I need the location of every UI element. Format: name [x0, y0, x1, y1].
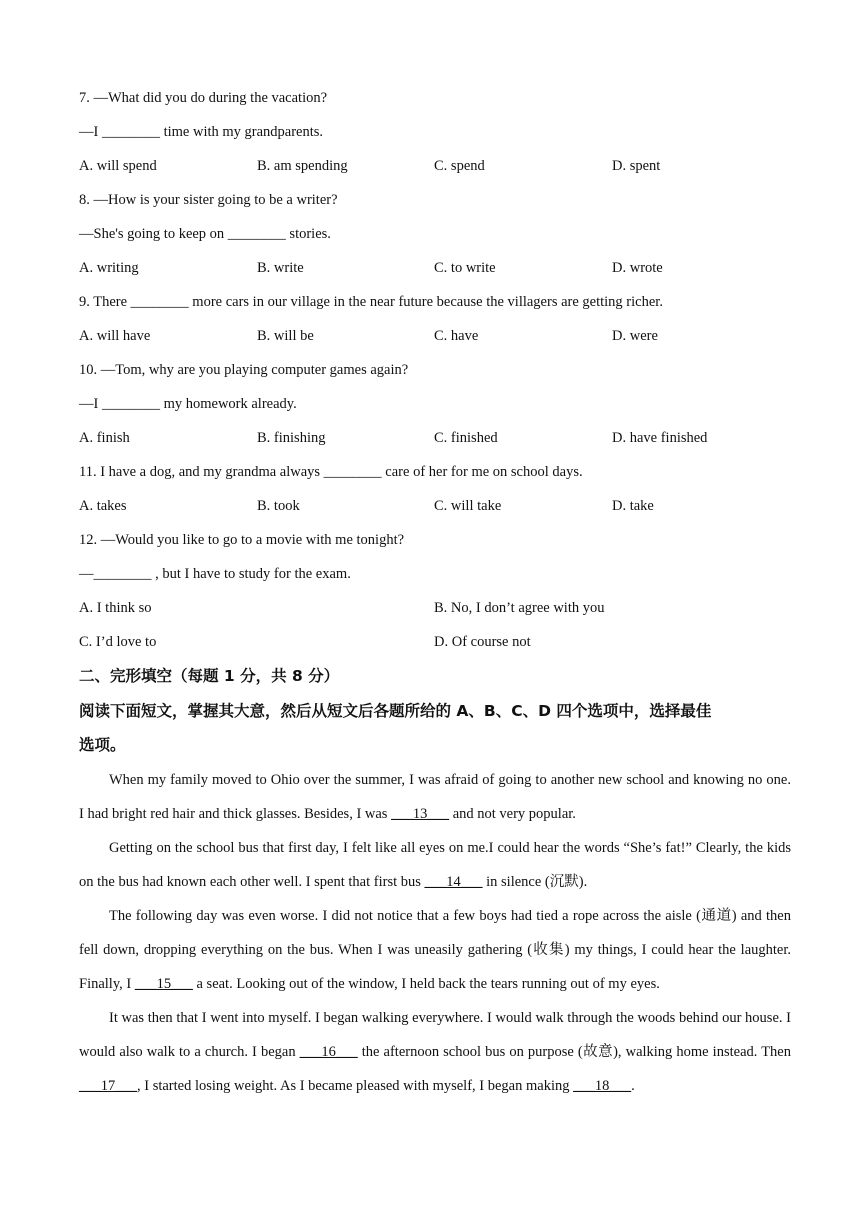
q9-stem: 9. There ________ more cars in our village in the near future because the villagers are getting richer.	[79, 294, 663, 310]
passage-paragraph-1	[79, 763, 791, 831]
q9-option-a: A. will have	[79, 328, 151, 344]
q10-options	[79, 428, 791, 448]
q7-option-c: C. spend	[434, 158, 485, 174]
p4-text-c: , I started losing weight. As I became pleased with myself, I began making	[137, 1078, 574, 1094]
section-instruction-line2: 选项。	[79, 736, 126, 754]
passage-paragraph-4	[79, 1001, 791, 1103]
p4-text-b: the afternoon school bus on purpose (故意), walking home instead. Then	[357, 1044, 791, 1060]
q10-option-d: D. have finished	[612, 430, 708, 446]
p2-text-a: Getting on the school bus that first day, I felt like all eyes on me.I could hear the words “She’s fat!” Clearly, the kids on the bus had known each other well. I spent that first bus	[79, 840, 791, 890]
q11-option-d: D. take	[612, 498, 654, 514]
q7-option-b: B. am spending	[257, 158, 348, 174]
q12-option-b: B. No, I don’t agree with you	[434, 600, 605, 616]
q12-option-a: A. I think so	[79, 600, 152, 616]
q12-options-row2	[79, 632, 791, 652]
q7-reply: —I ________ time with my grandparents.	[79, 124, 324, 140]
q10-stem: 10. —Tom, why are you playing computer games again?	[79, 362, 409, 378]
q8-stem: 8. —How is your sister going to be a writer?	[79, 192, 338, 208]
p1-text-b: and not very popular.	[449, 806, 576, 822]
blank-16: ___16___	[299, 1044, 358, 1060]
q7-option-d: D. spent	[612, 158, 661, 174]
p4-text-d: .	[631, 1078, 635, 1094]
q9-option-d: D. were	[612, 328, 658, 344]
q10-option-c: C. finished	[434, 430, 498, 446]
q8-reply: —She's going to keep on ________ stories.	[79, 226, 331, 242]
q10-option-b: B. finishing	[257, 430, 326, 446]
p3-text-a: The following day was even worse. I did not notice that a few boys had tied a rope across the aisle (通道) and then fell down, dropping everything on the bus. When I was uneasily gathering (收集) my things, I could hear the laughter. Finally, I	[79, 908, 791, 992]
q9-option-b: B. will be	[257, 328, 314, 344]
q11-options	[79, 496, 791, 516]
q8-option-c: C. to write	[434, 260, 496, 276]
q12-option-d: D. Of course not	[434, 634, 531, 650]
blank-17: ___17___	[79, 1078, 137, 1094]
q11-option-b: B. took	[257, 498, 300, 514]
blank-13: ___13___	[391, 806, 450, 822]
q9-option-c: C. have	[434, 328, 479, 344]
q7-option-a: A. will spend	[79, 158, 157, 174]
p2-text-b: in silence (沉默).	[482, 874, 588, 890]
passage-paragraph-2	[79, 831, 791, 899]
q7-options	[79, 156, 791, 176]
section-title: 二、完形填空（每题 1 分，共 8 分）	[79, 667, 340, 685]
blank-14: ___14___	[424, 874, 483, 890]
q12-reply: —________ , but I have to study for the exam.	[79, 566, 351, 582]
q11-option-c: C. will take	[434, 498, 502, 514]
q7-stem: 7. —What did you do during the vacation?	[79, 90, 328, 106]
q8-option-a: A. writing	[79, 260, 139, 276]
blank-15: ___15___	[134, 976, 193, 992]
q11-stem: 11. I have a dog, and my grandma always ________ care of her for me on school days.	[79, 464, 583, 480]
q12-options-row1	[79, 598, 791, 618]
q8-option-d: D. wrote	[612, 260, 663, 276]
blank-18: ___18___	[573, 1078, 632, 1094]
section-instruction-line1: 阅读下面短文，掌握其大意，然后从短文后各题所给的 A、B、C、D 四个选项中，选择最佳	[79, 702, 712, 720]
q12-stem: 12. —Would you like to go to a movie with me tonight?	[79, 532, 405, 548]
q8-option-b: B. write	[257, 260, 304, 276]
q11-option-a: A. takes	[79, 498, 127, 514]
q10-option-a: A. finish	[79, 430, 130, 446]
passage-paragraph-3	[79, 899, 791, 1001]
p1-text-a: When my family moved to Ohio over the summer, I was afraid of going to another new school and knowing no one. I had bright red hair and thick glasses. Besides, I was	[79, 772, 791, 822]
q9-options	[79, 326, 791, 346]
p4-text-a: It was then that I went into myself. I began walking everywhere. I would walk through the woods behind our house. I would also walk to a church. I began	[79, 1010, 791, 1060]
q8-options	[79, 258, 791, 278]
p3-text-b: a seat. Looking out of the window, I held back the tears running out of my eyes.	[192, 976, 660, 992]
q10-reply: —I ________ my homework already.	[79, 396, 297, 412]
q12-option-c: C. I’d love to	[79, 634, 157, 650]
